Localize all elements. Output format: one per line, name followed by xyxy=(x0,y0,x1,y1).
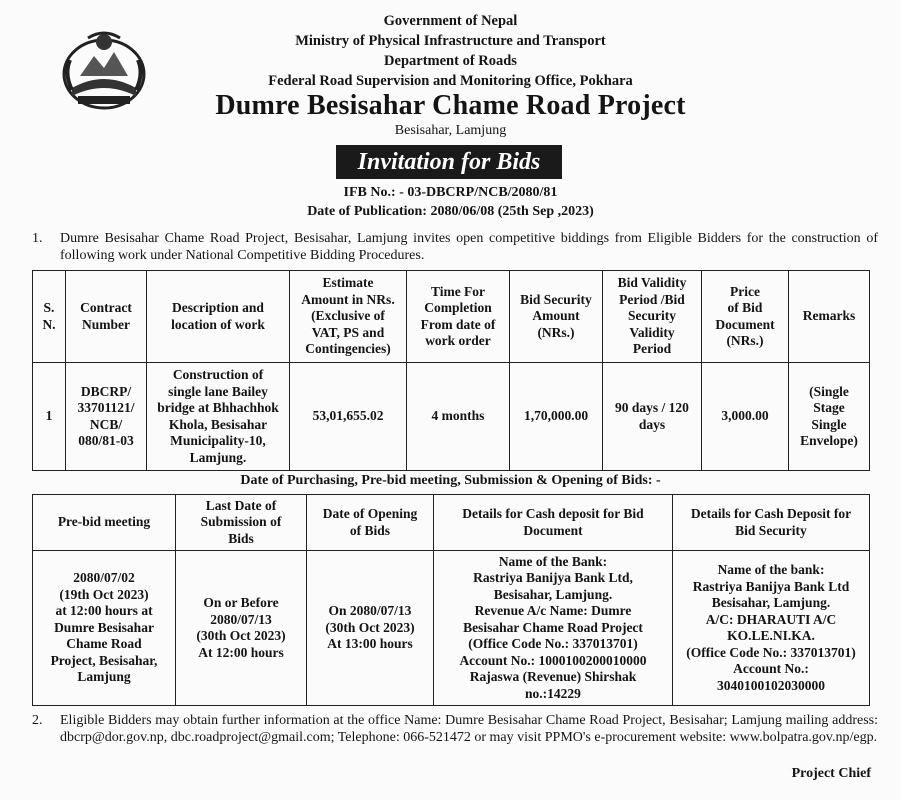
header-line-government: Government of Nepal xyxy=(383,13,518,29)
header-line-ministry: Ministry of Physical Infrastructure and Transport xyxy=(295,33,606,49)
col-prebid: Pre-bid meeting xyxy=(33,495,176,551)
schedule-heading: Date of Purchasing, Pre-bid meeting, Submission & Opening of Bids: - xyxy=(240,473,661,488)
schedule-table xyxy=(32,494,870,706)
signature-project-chief: Project Chief xyxy=(791,766,871,781)
cell-prebid: 2080/07/02 (19th Oct 2023) at 12:00 hours at Dumre Besisahar Chame Road Project, Besisahar, Lamjung xyxy=(33,551,176,706)
table-row xyxy=(33,363,870,471)
paragraph-2 xyxy=(32,712,878,746)
col-opening-date: Date of Opening of Bids xyxy=(307,495,434,551)
cell-price: 3,000.00 xyxy=(702,363,789,471)
table-row xyxy=(33,551,870,706)
col-cash-deposit-security: Details for Cash Deposit for Bid Security xyxy=(673,495,870,551)
publication-date: Date of Publication: 2080/06/08 (25th Sep ,2023) xyxy=(307,204,594,219)
project-title: Dumre Besisahar Chame Road Project xyxy=(215,90,686,121)
cell-bid-security: 1,70,000.00 xyxy=(510,363,603,471)
table-header-row xyxy=(33,495,870,551)
cell-remarks: (Single Stage Single Envelope) xyxy=(789,363,870,471)
ifb-number: IFB No.: - 03-DBCRP/NCB/2080/81 xyxy=(343,185,558,200)
col-estimate: Estimate Amount in NRs. (Exclusive of VAT, PS and Contingencies) xyxy=(290,271,407,363)
col-last-date: Last Date of Submission of Bids xyxy=(176,495,307,551)
paragraph-1 xyxy=(32,230,878,264)
col-cash-deposit-document: Details for Cash deposit for Bid Document xyxy=(434,495,673,551)
paragraph-2-text: Eligible Bidders may obtain further information at the office Name: Dumre Besisahar Chame Road Project, Besisahar; Lamjung mailing address: dbcrp@dor.gov.np, dbc.roadproject@gmail.com; Telephone: 066-521472 or may visit PPMO's e-procurement website: www.bolpatra.gov.np/egp. xyxy=(60,713,878,745)
bid-details-table xyxy=(32,270,870,471)
invitation-banner: Invitation for Bids xyxy=(336,145,562,179)
col-contract-number: Contract Number xyxy=(66,271,147,363)
cell-time: 4 months xyxy=(407,363,510,471)
col-description: Description and location of work xyxy=(147,271,290,363)
cell-opening-date: On 2080/07/13 (30th Oct 2023) At 13:00 hours xyxy=(307,551,434,706)
col-bid-validity: Bid Validity Period /Bid Security Validity Period xyxy=(603,271,702,363)
header-line-department: Department of Roads xyxy=(384,53,517,69)
cell-description: Construction of single lane Bailey bridge at Bhhachhok Khola, Besisahar Municipality-10, Lamjung. xyxy=(147,363,290,471)
paragraph-1-number: 1. xyxy=(32,231,43,246)
project-location: Besisahar, Lamjung xyxy=(394,123,507,138)
cell-bid-validity: 90 days / 120 days xyxy=(603,363,702,471)
paragraph-2-number: 2. xyxy=(32,713,43,728)
cell-estimate: 53,01,655.02 xyxy=(290,363,407,471)
col-time: Time For Completion From date of work order xyxy=(407,271,510,363)
table-header-row xyxy=(33,271,870,363)
col-bid-security: Bid Security Amount (NRs.) xyxy=(510,271,603,363)
col-price: Price of Bid Document (NRs.) xyxy=(702,271,789,363)
paragraph-1-text: Dumre Besisahar Chame Road Project, Besisahar, Lamjung invites open competitive biddings from Eligible Bidders for the construction of following work under National Competitive Bidding Procedures. xyxy=(60,231,878,263)
col-sn: S. N. xyxy=(33,271,66,363)
cell-cash-deposit-security: Name of the bank: Rastriya Banijya Bank Ltd Besisahar, Lamjung. A/C: DHARAUTI A/C KO.LE.NI.KA. (Office Code No.: 337013701) Account No.: 3040100102030000 xyxy=(673,551,870,706)
col-remarks: Remarks xyxy=(789,271,870,363)
cell-cash-deposit-document: Name of the Bank: Rastriya Banijya Bank Ltd, Besisahar, Lamjung. Revenue A/c Name: Dumre Besisahar Chame Road Project (Office Code No.: 337013701) Account No.: 1000100200010000 Rajaswa (Revenue) Shirshak no.:14229 xyxy=(434,551,673,706)
header-line-office: Federal Road Supervision and Monitoring Office, Pokhara xyxy=(268,73,633,89)
cell-sn: 1 xyxy=(33,363,66,471)
cell-contract-number: DBCRP/ 33701121/ NCB/ 080/81-03 xyxy=(66,363,147,471)
cell-last-date: On or Before 2080/07/13 (30th Oct 2023) At 12:00 hours xyxy=(176,551,307,706)
